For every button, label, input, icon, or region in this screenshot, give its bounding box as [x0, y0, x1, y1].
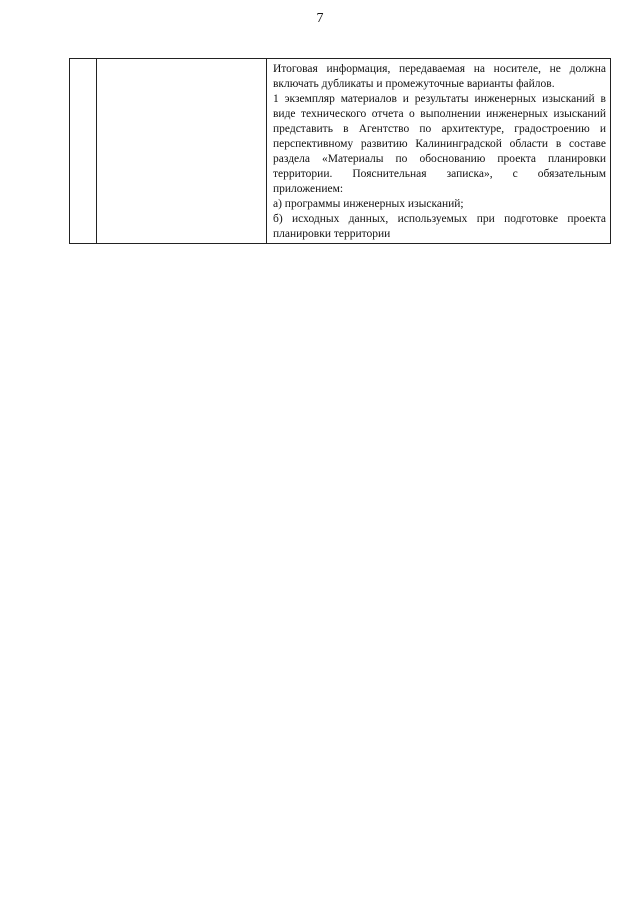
- table-cell-requirements: [267, 59, 611, 244]
- table-cell-item: [97, 59, 267, 244]
- paragraph-item-a: а) программы инженерных изысканий;: [273, 198, 464, 210]
- table-row: [70, 59, 611, 244]
- paragraph-survey-report: 1 экземпляр материалов и результаты инженерных изысканий в виде технического отчета о выполнении инженерных изысканий представить в Агентство по архитектуре, градостроению и перспективному развитию Калининградской области в составе раздела «Материалы по обоснованию проекта планировки территории. Пояснительная записка», с обязательным приложением:: [273, 93, 606, 195]
- page-number: 7: [316, 11, 324, 26]
- table-cell-number: [70, 59, 97, 244]
- requirements-table: [69, 58, 611, 244]
- paragraph-final-info: Итоговая информация, передаваемая на носителе, не должна включать дубликаты и промежуточные варианты файлов.: [273, 63, 606, 90]
- paragraph-item-b: б) исходных данных, используемых при подготовке проекта планировки территории: [273, 213, 606, 240]
